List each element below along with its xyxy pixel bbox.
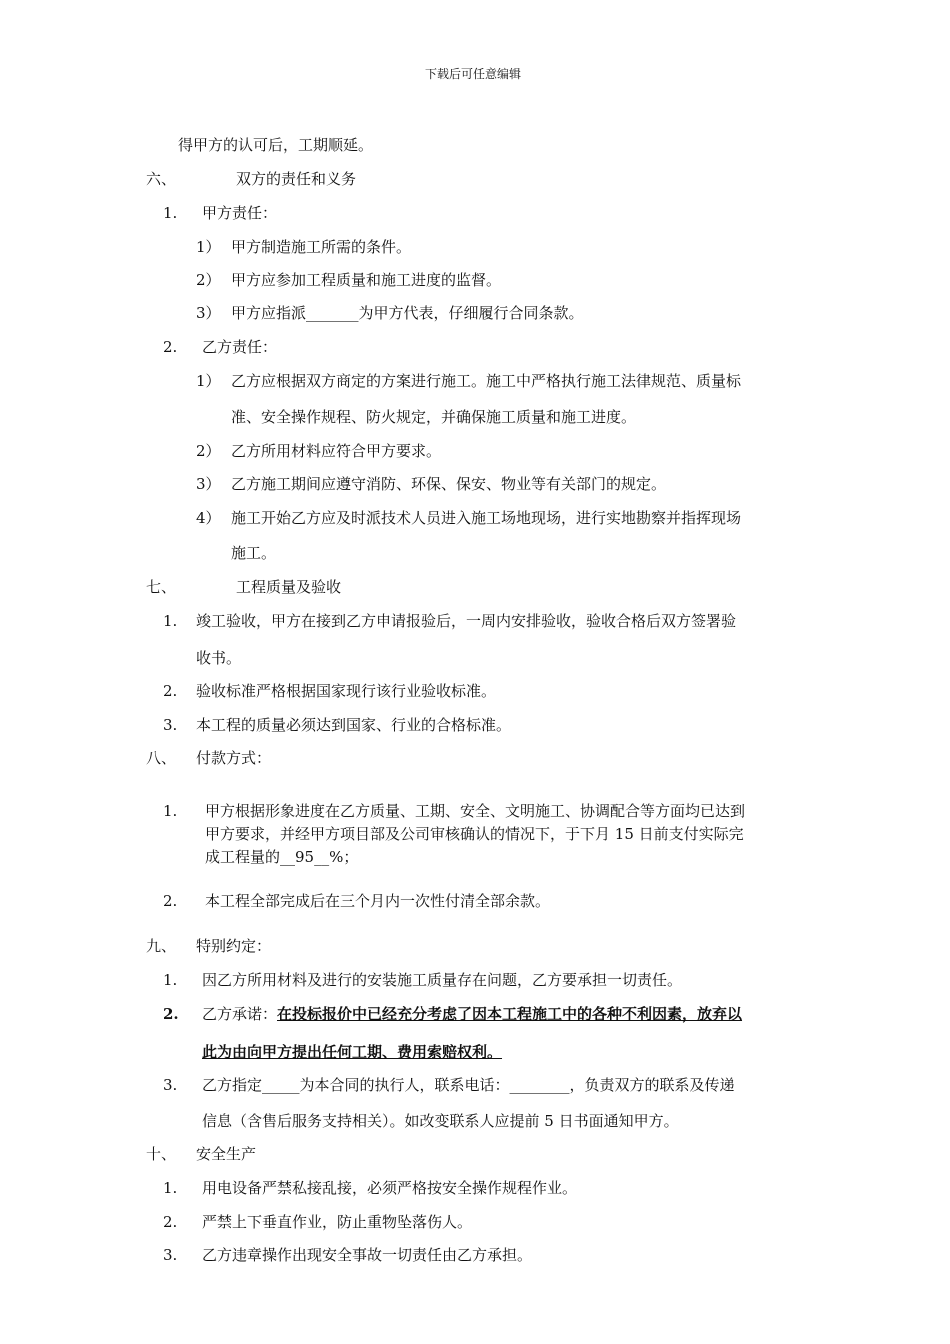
item-text: 竣工验收，甲方在接到乙方申请报验后，一周内安排验收，验收合格后双方签署验 — [196, 612, 737, 630]
item-number: 2. — [163, 1005, 179, 1023]
sub-item-text: 施工开始乙方应及时派技术人员进入施工场地现场，进行实地勘察并指挥现场 — [231, 509, 742, 527]
item-text: 严禁上下垂直作业，防止重物坠落伤人。 — [202, 1213, 473, 1231]
item-text-cont — [205, 850, 358, 865]
section-8-title: 付款方式： — [196, 749, 272, 767]
item-text: 乙方指定_____为本合同的执行人，联系电话：________，负责双方的联系及传递 — [202, 1076, 735, 1094]
item-number: 3. — [163, 716, 178, 734]
item-number: 2. — [163, 1213, 178, 1231]
sub-item-text: 甲方应指派_______为甲方代表，仔细履行合同条款。 — [231, 304, 584, 322]
page-header: 下载后可任意编辑 — [425, 67, 522, 81]
item-text: 甲方根据形象进度在乙方质量、工期、安全、文明施工、协调配合等方面均已达到 — [205, 802, 746, 820]
section-6-number: 六、 — [146, 170, 177, 188]
section-10-number: 十、 — [146, 1145, 177, 1163]
payment-percent-unit: %； — [329, 848, 359, 866]
section-7-title: 工程质量及验收 — [236, 578, 342, 596]
section-8-number: 八、 — [146, 749, 177, 767]
sub-item-number: 2） — [196, 271, 221, 289]
sub-item-text-cont: 准、安全操作规程、防火规定，并确保施工质量和施工进度。 — [231, 408, 637, 426]
item-text-cont: 信息（含售后服务支持相关）。如改变联系人应提前 5 日书面通知甲方。 — [202, 1112, 679, 1130]
commitment-text: 在投标报价中已经充分考虑了因本工程施工中的各种不利因素，放弃以 — [277, 1005, 743, 1023]
item-number: 2. — [163, 892, 178, 910]
item-number: 1. — [163, 612, 178, 630]
sub-item-text: 乙方应根据双方商定的方案进行施工。施工中严格执行施工法律规范、质量标 — [231, 372, 742, 390]
sub-item-number: 4） — [196, 509, 221, 527]
item-number: 1. — [163, 971, 178, 989]
sub-item-text: 甲方应参加工程质量和施工进度的监督。 — [231, 271, 502, 289]
item-number: 3. — [163, 1246, 178, 1264]
item-text: 验收标准严格根据国家现行该行业验收标准。 — [196, 682, 497, 700]
item-text: 本工程全部完成后在三个月内一次性付清全部余款。 — [205, 892, 551, 910]
sub-item-number: 3） — [196, 475, 221, 493]
section-10-title: 安全生产 — [196, 1145, 257, 1163]
item-number: 1. — [163, 204, 178, 222]
item-number: 1. — [163, 802, 178, 820]
section-9-title: 特别约定： — [196, 937, 272, 955]
payment-percent-field: __95__ — [280, 848, 330, 866]
sub-item-number: 1） — [196, 372, 221, 390]
continuation-text: 得甲方的认可后，工期顺延。 — [178, 136, 374, 154]
party-b-duties-title: 乙方责任： — [202, 338, 278, 356]
party-a-duties-title: 甲方责任： — [202, 204, 278, 222]
item-text: 乙方违章操作出现安全事故一切责任由乙方承担。 — [202, 1246, 533, 1264]
commitment-lead: 乙方承诺： — [202, 1005, 278, 1023]
section-7-number: 七、 — [146, 578, 177, 596]
sub-item-number: 3） — [196, 304, 221, 322]
sub-item-number: 2） — [196, 442, 221, 460]
commitment-text-cont: 此为由向甲方提出任何工期、费用索赔权利。 — [202, 1043, 503, 1061]
section-6-title: 双方的责任和义务 — [236, 170, 357, 188]
item-number: 1. — [163, 1179, 178, 1197]
item-text-cont: 甲方要求，并经甲方项目部及公司审核确认的情况下，于下月 15 日前支付实际完 — [205, 825, 744, 843]
item-text — [202, 1007, 742, 1022]
item-text: 用电设备严禁私接乱接，必须严格按安全操作规程作业。 — [202, 1179, 578, 1197]
sub-item-text: 甲方制造施工所需的条件。 — [231, 238, 412, 256]
sub-item-text: 乙方施工期间应遵守消防、环保、保安、物业等有关部门的规定。 — [231, 475, 667, 493]
item-text: 因乙方所用材料及进行的安装施工质量存在问题，乙方要承担一切责任。 — [202, 971, 683, 989]
item-number: 3. — [163, 1076, 178, 1094]
sub-item-text-cont: 施工。 — [231, 544, 277, 562]
sub-item-text: 乙方所用材料应符合甲方要求。 — [231, 442, 442, 460]
sub-item-number: 1） — [196, 238, 221, 256]
payment-text: 成工程量的 — [205, 848, 281, 866]
item-text-cont: 收书。 — [196, 649, 242, 667]
item-number: 2. — [163, 338, 178, 356]
item-text: 本工程的质量必须达到国家、行业的合格标准。 — [196, 716, 512, 734]
item-number: 2. — [163, 682, 178, 700]
section-9-number: 九、 — [146, 937, 177, 955]
